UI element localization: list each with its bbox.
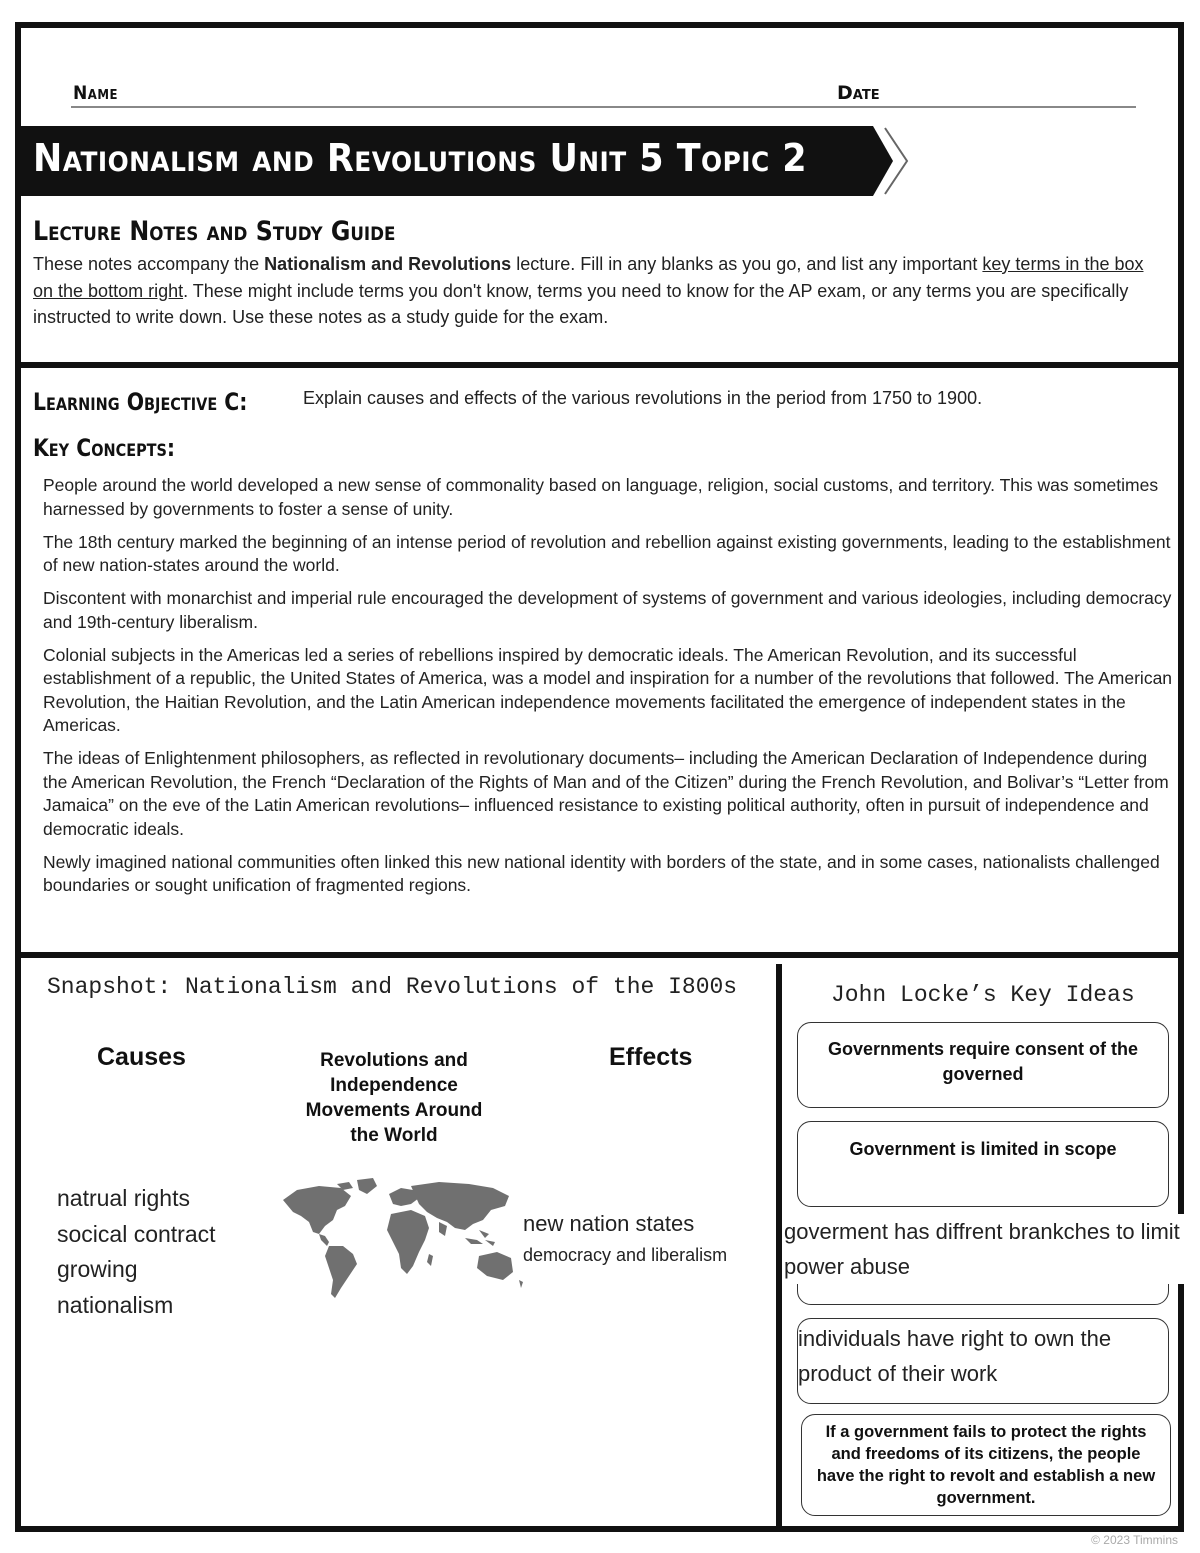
worksheet-frame xyxy=(15,22,1184,1532)
bottom-section xyxy=(21,964,1178,1526)
copyright: © 2023 Timmins xyxy=(1091,1533,1178,1547)
subtitle: Lecture Notes and Study Guide xyxy=(33,216,396,247)
key-concept: People around the world developed a new sense of commonality based on language, religion, social customs, and territory. This was sometimes harnessed by governments to foster a sense of unity. xyxy=(43,475,1159,519)
locke-idea-box xyxy=(797,1121,1169,1207)
objective-label: Learning Objective C: xyxy=(33,388,248,416)
intro-paragraph xyxy=(33,251,1163,331)
snapshot-title: Snapshot: Nationalism and Revolutions of the I800s xyxy=(47,974,738,1000)
date-label: Date xyxy=(837,82,880,104)
key-concepts-list xyxy=(43,474,1173,907)
key-concept: The ideas of Enlightenment philosophers, as reflected in revolutionary documents– including the American Declaration of Independence during the American Revolution, the French “Declaration of the Rights of Man and of the Citizen” during the French Revolution, and Bolivar’s “Letter from Jamaica” on the eve of the Latin American revolutions– influenced resistance to existing political authority, often in pursuit of independence and democratic ideals. xyxy=(43,748,1169,839)
objective-section xyxy=(21,374,1178,958)
locke-title: John Locke’s Key Ideas xyxy=(831,982,1135,1008)
cause-item: nationalism xyxy=(57,1291,174,1318)
column-divider xyxy=(776,964,782,1526)
locke-idea-box xyxy=(801,1414,1171,1516)
locke-idea-text: Government is limited in scope xyxy=(849,1139,1117,1159)
key-concept: The 18th century marked the beginning of an intense period of revolution and rebellion against existing governments, leading to the establishment of new nation-states around the world. xyxy=(43,531,1171,575)
intro-text: These notes accompany the xyxy=(33,254,265,274)
effects-heading: Effects xyxy=(609,1043,693,1071)
effect-item[interactable]: democracy and liberalism xyxy=(523,1245,728,1265)
title-banner xyxy=(21,126,891,196)
key-concept: Newly imagined national communities often linked this new national identity with borders of the state, and in some cases, nationalists challenged boundaries or sought unification of fragmented regions. xyxy=(43,851,1160,895)
causes-heading: Causes xyxy=(97,1043,186,1071)
cause-item: natrual rights xyxy=(57,1185,190,1211)
locke-idea-box xyxy=(797,1022,1169,1108)
header-section xyxy=(21,28,1178,368)
locke-idea-answer: individuals have right to own the product of their work xyxy=(798,1326,1112,1386)
cause-item: socical contract xyxy=(57,1220,216,1247)
locke-idea-text: Governments require consent of the governed xyxy=(827,1039,1139,1084)
effect-item[interactable]: new nation states xyxy=(523,1211,695,1236)
intro-text: lecture. Fill in any blanks as you go, and list any important xyxy=(511,254,983,274)
objective-text: Explain causes and effects of the various revolutions in the period from 1750 to 1900. xyxy=(303,388,983,408)
revolutions-heading: Revolutions and Independence Movements Around the World xyxy=(305,1050,483,1146)
page-title: Nationalism and Revolutions Unit 5 Topic 2 xyxy=(33,136,808,180)
locke-idea-answer: goverment has diffrent brankches to limit power abuse xyxy=(784,1214,1184,1284)
cause-item: growing xyxy=(57,1256,138,1282)
intro-text: . These might include terms you don't know, terms you need to know for the AP exam, or any terms you are specifically instructed to write down. Use these notes as a study guide for the exam. xyxy=(33,280,1129,327)
key-concept: Colonial subjects in the Americas led a series of rebellions inspired by democratic ideals. The American Revolution, and its successful establishment of a republic, the United States of America, was a model and inspiration for a number of the revolutions that followed. The American Revolution, the Haitian Revolution, and the Latin American independence movements facilitated the emergence of independent states in the Americas. xyxy=(43,644,1173,735)
key-concepts-label: Key Concepts: xyxy=(33,434,176,462)
intro-underline: key terms in the box on the bottom right xyxy=(33,254,1144,301)
intro-bold: Nationalism and Revolutions xyxy=(264,254,512,274)
locke-idea-box[interactable] xyxy=(797,1318,1169,1404)
name-date-line[interactable] xyxy=(71,80,1136,108)
world-map-icon xyxy=(279,1176,529,1306)
key-concept: Discontent with monarchist and imperial rule encouraged the development of systems of government and various ideologies, including democracy and 19th-century liberalism. xyxy=(43,588,1172,632)
name-label: Name xyxy=(73,82,118,104)
locke-idea-box[interactable] xyxy=(784,1219,1180,1305)
locke-idea-text: If a government fails to protect the rights and freedoms of its citizens, the people have the right to revolt and establish a new government. xyxy=(816,1423,1156,1507)
causes-answers[interactable] xyxy=(57,1181,216,1323)
